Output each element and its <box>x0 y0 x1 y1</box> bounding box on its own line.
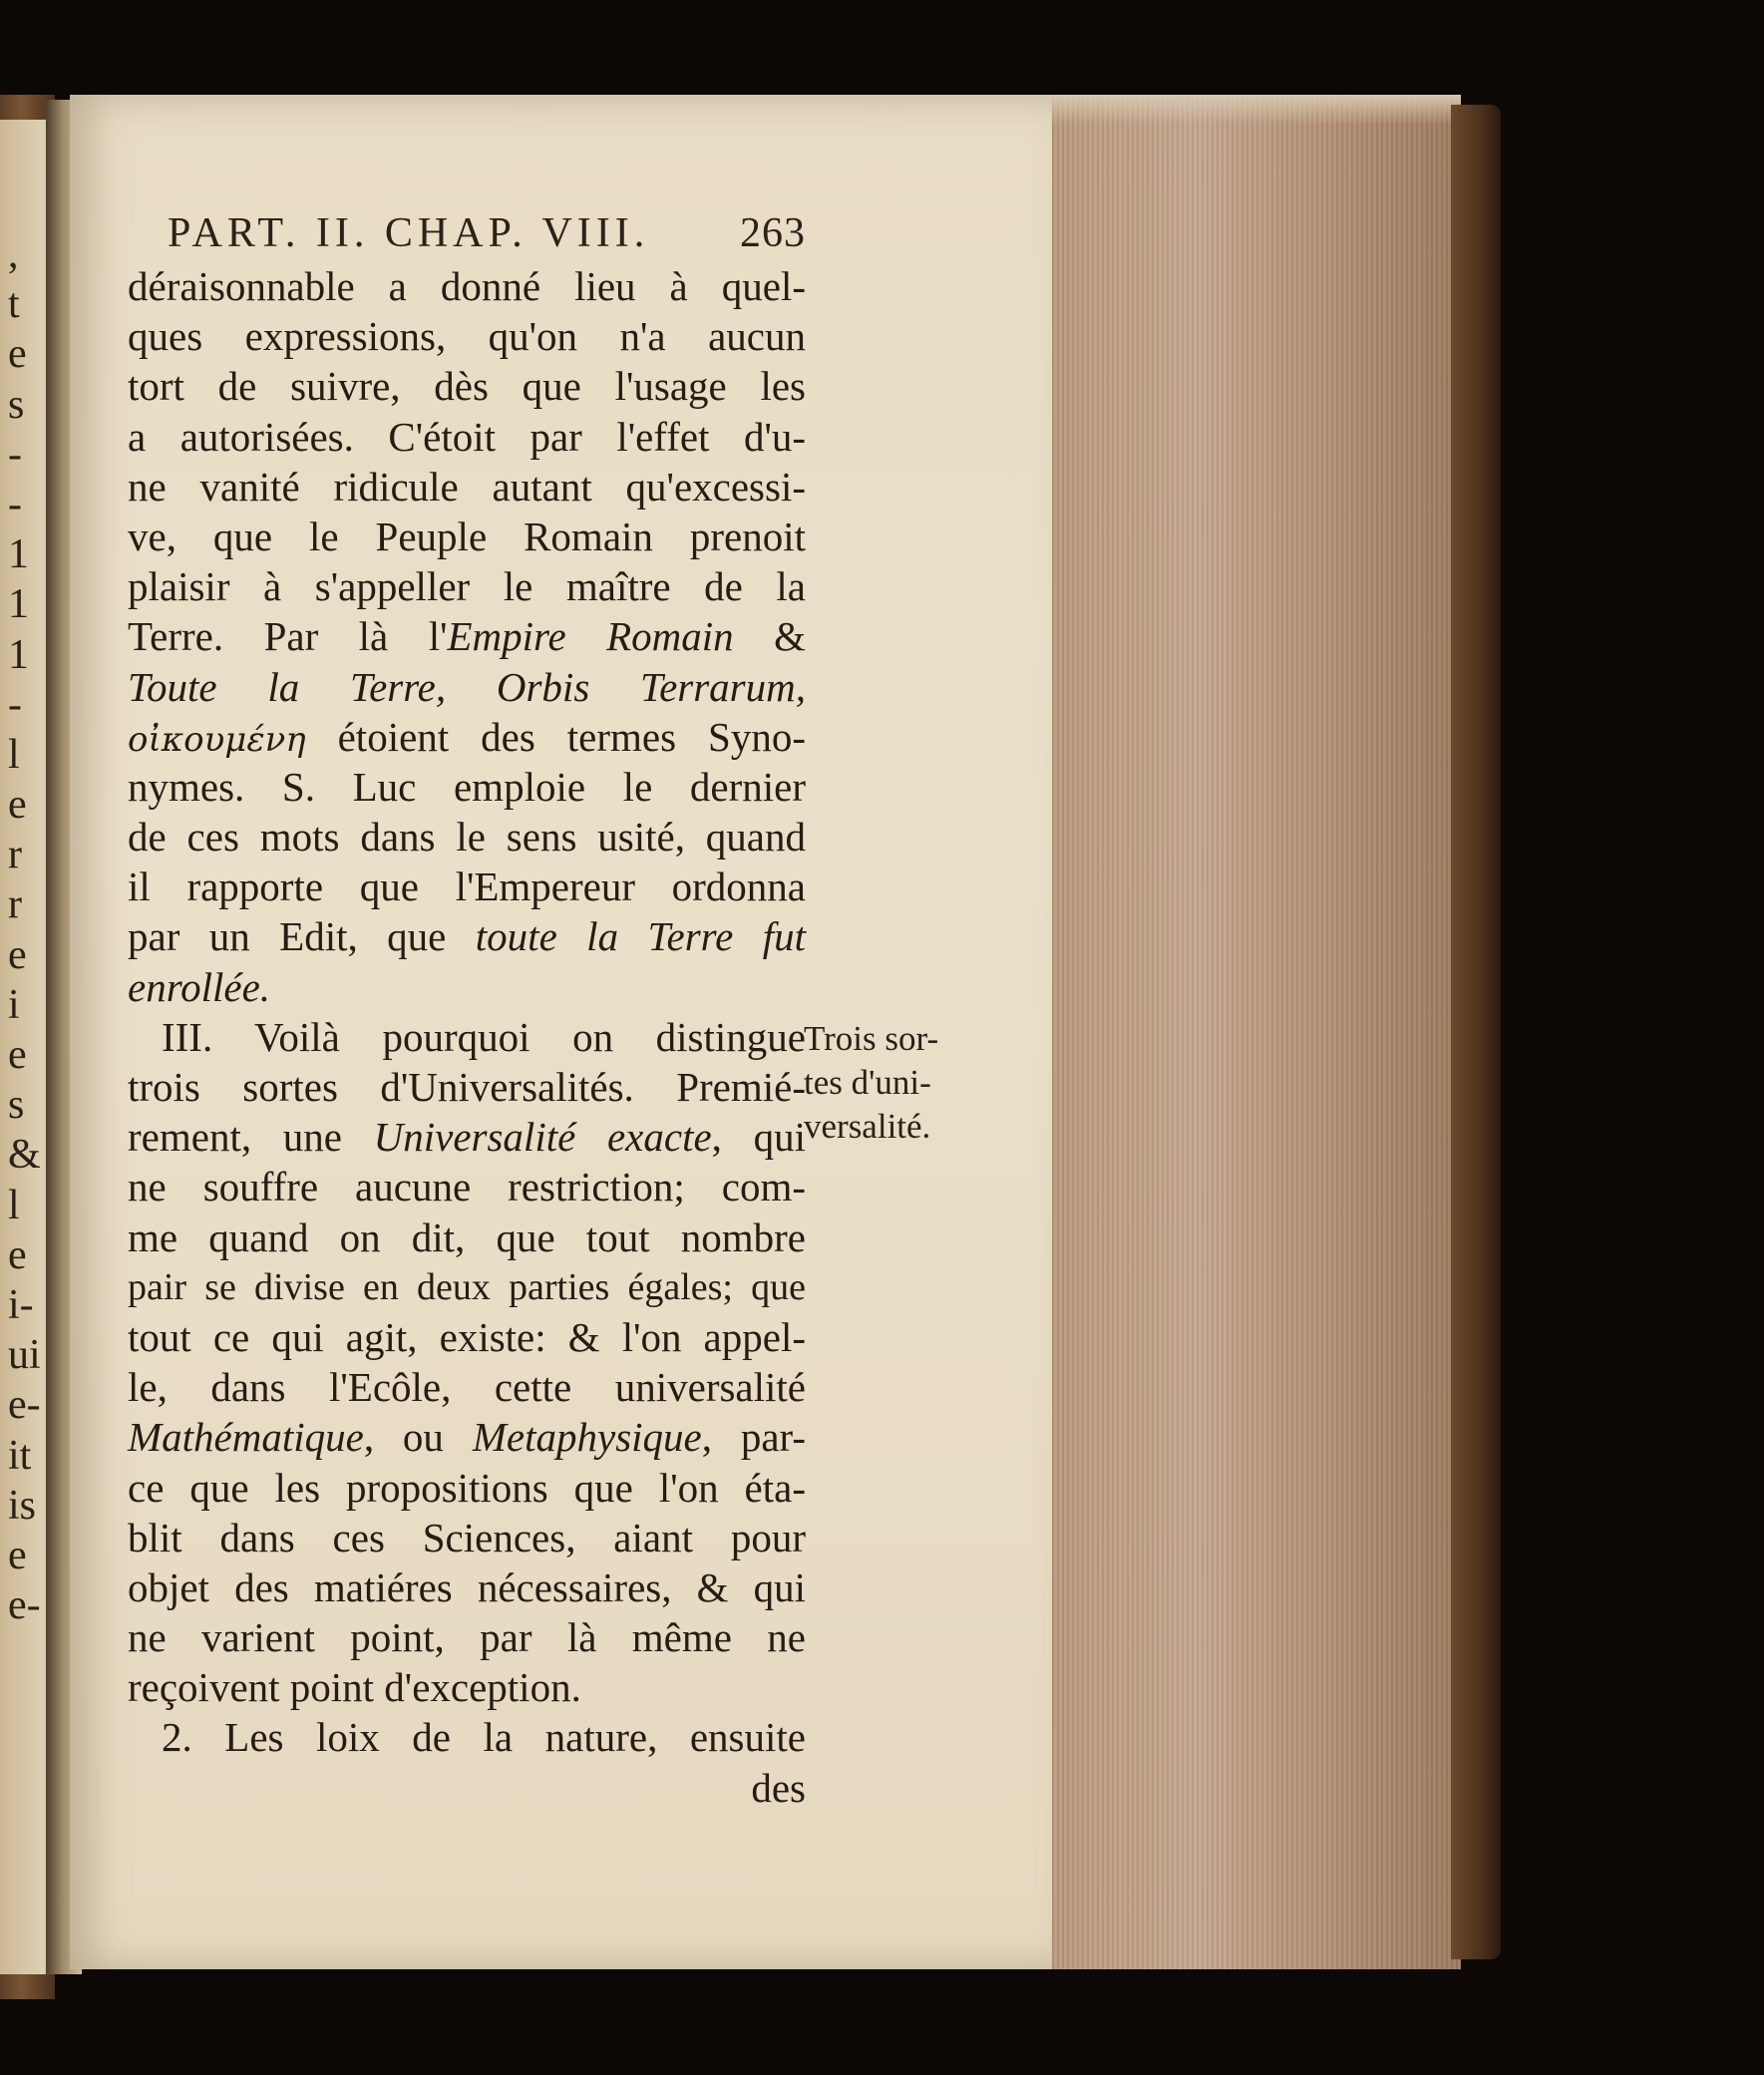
running-header <box>168 209 806 259</box>
left-page-fragment: e- <box>8 1582 41 1629</box>
text-line: Terre. Par là l'Empire Romain & <box>128 613 806 660</box>
text-line: ne souffre aucune restriction; com- <box>128 1164 806 1210</box>
left-page-fragment: r <box>8 881 22 928</box>
text-line: de ces mots dans le sens usité, quand <box>128 814 806 861</box>
left-page-fragment: e <box>8 931 27 978</box>
text-line: pair se divise en deux parties égales; que <box>128 1265 806 1308</box>
left-page-fragment: s <box>8 1082 25 1129</box>
fore-edge-highlight <box>1052 95 1461 125</box>
back-cover-edge <box>1451 105 1501 1959</box>
left-page-fragment: l <box>8 731 20 778</box>
left-page-fragment: e <box>8 1532 27 1578</box>
text-line: ne vanité ridicule autant qu'excessi- <box>128 463 806 510</box>
text-line: enrollée. <box>128 963 271 1010</box>
left-page-fragment: e <box>8 331 27 378</box>
text-line: 2. Les loix de la nature, ensuite <box>162 1714 806 1761</box>
left-page-fragment: , <box>8 231 19 277</box>
left-page-fragment: s <box>8 381 25 428</box>
text-line: ques expressions, qu'on n'a aucun <box>128 313 806 360</box>
body-text <box>128 261 806 1813</box>
catchword: des <box>751 1764 806 1811</box>
text-line: Toute la Terre, Orbis Terrarum, <box>128 663 806 710</box>
left-page-fragment: i- <box>8 1281 34 1328</box>
text-line: déraisonnable a donné lieu à quel- <box>128 263 806 309</box>
left-page-fragment: 1 <box>8 531 29 578</box>
left-page-fragments <box>8 229 48 1630</box>
left-page-fragment: e <box>8 782 27 829</box>
text-line: tout ce qui agit, existe: & l'on appel- <box>128 1313 806 1360</box>
text-line: ve, que le Peuple Romain prenoit <box>128 513 806 559</box>
running-head-title: PART. II. CHAP. VIII. <box>168 210 650 256</box>
text-line: rement, une Universalité exacte, qui <box>128 1114 806 1161</box>
left-page-fragment: e <box>8 1231 27 1278</box>
page-number: 263 <box>740 210 806 256</box>
text-line: objet des matiéres nécessaires, & qui <box>128 1563 806 1610</box>
text-line: blit dans ces Sciences, aiant pour <box>128 1514 806 1560</box>
left-page-fragment: r <box>8 832 22 878</box>
left-page-fragment: e- <box>8 1382 41 1429</box>
left-page-fragment: l <box>8 1182 20 1228</box>
text-line: trois sortes d'Universalités. Premié- <box>128 1064 806 1110</box>
text-line: me quand on dit, que tout nombre <box>128 1213 806 1260</box>
text-line: plaisir à s'appeller le maître de la <box>128 563 806 610</box>
left-page-fragment: - <box>8 681 22 728</box>
margin-note-line: versalité. <box>804 1107 931 1146</box>
text-line: le, dans l'Ecôle, cette universalité <box>128 1364 806 1411</box>
text-line: par un Edit, que toute la Terre fut <box>128 913 806 960</box>
left-page-fragment: is <box>8 1482 37 1529</box>
left-page-fragment: i <box>8 981 20 1028</box>
text-line: ne varient point, par là même ne <box>128 1614 806 1661</box>
margin-note-line: Trois sor- <box>804 1019 939 1058</box>
book-fore-edge <box>1052 95 1461 1969</box>
text-line: nymes. S. Luc emploie le dernier <box>128 763 806 810</box>
text-line: οἰκουμένη étoient des termes Syno- <box>128 713 806 760</box>
left-page-fragment: - <box>8 481 22 527</box>
left-page-fragment: it <box>8 1432 32 1479</box>
margin-note-line: tes d'uni- <box>804 1063 931 1102</box>
text-line: Mathématique, ou Metaphysique, par- <box>128 1414 806 1461</box>
left-page-fragment: - <box>8 431 22 478</box>
left-page-fragment: 1 <box>8 581 29 628</box>
left-page-fragment: e <box>8 1032 27 1078</box>
left-page-fragment: & <box>8 1132 41 1179</box>
text-line: il rapporte que l'Empereur ordonna <box>128 864 806 910</box>
text-line: III. Voilà pourquoi on distingue <box>162 1013 806 1060</box>
text-line: ce que les propositions que l'on éta- <box>128 1464 806 1511</box>
text-line: reçoivent point d'exception. <box>128 1664 581 1711</box>
marginal-note <box>804 1017 965 1149</box>
left-page-fragment: ui <box>8 1332 41 1379</box>
text-line: a autorisées. C'étoit par l'effet d'u- <box>128 413 806 460</box>
text-line: tort de suivre, dès que l'usage les <box>128 363 806 410</box>
left-page-fragment: t <box>8 281 20 328</box>
left-page-fragment: 1 <box>8 631 29 678</box>
